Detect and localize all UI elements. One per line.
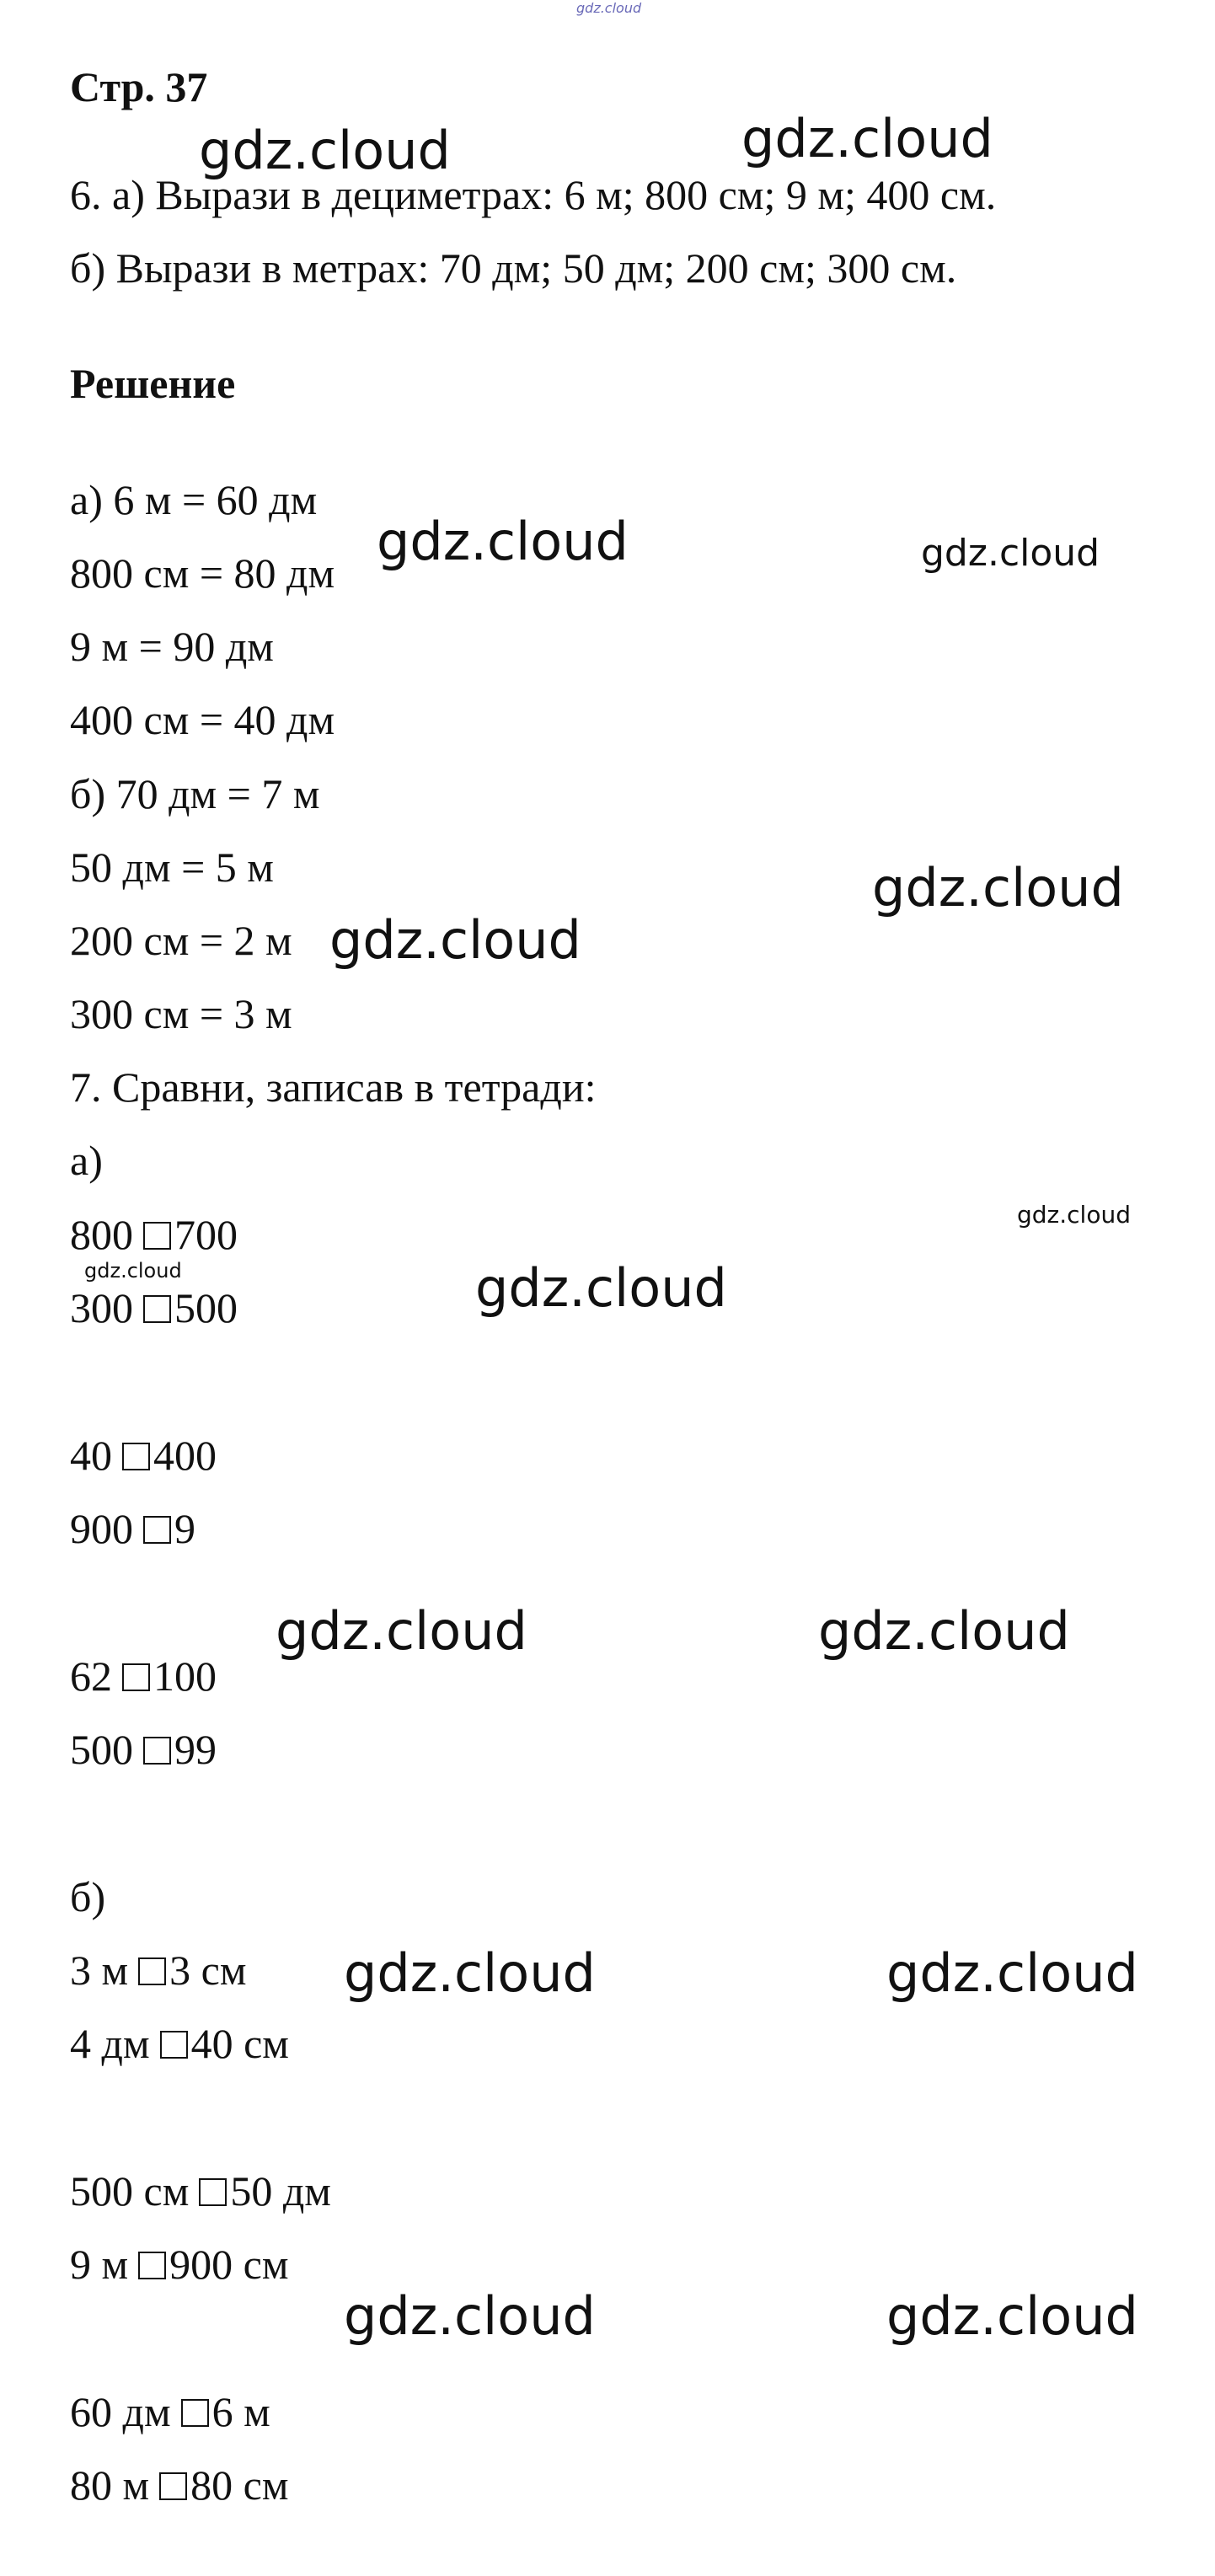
watermark: gdz.cloud bbox=[377, 511, 629, 572]
comparison-left: 900 bbox=[70, 1505, 133, 1552]
answer-box bbox=[143, 1295, 171, 1323]
comparison-row bbox=[70, 1505, 195, 1552]
watermark: gdz.cloud bbox=[475, 1257, 727, 1319]
comparison-row bbox=[70, 1213, 238, 1256]
watermark: gdz.cloud bbox=[886, 1942, 1138, 2004]
answer-box bbox=[159, 2472, 187, 2500]
comparison-left: 60 дм bbox=[70, 2388, 171, 2435]
answer-box bbox=[199, 2178, 227, 2206]
comparison-left: 300 bbox=[70, 1284, 133, 1331]
comparison-right: 40 см bbox=[190, 2020, 289, 2067]
comparison-right: 3 см bbox=[169, 1947, 247, 1994]
comparison-row bbox=[70, 1726, 217, 1773]
answer-box bbox=[138, 2252, 166, 2279]
answer-box bbox=[122, 1663, 150, 1691]
solution-line: 200 см = 2 м bbox=[70, 917, 292, 964]
comparison-left: 500 bbox=[70, 1726, 133, 1773]
comparison-left: 3 м bbox=[70, 1947, 129, 1994]
comparison-row bbox=[70, 1652, 217, 1700]
comparison-row bbox=[70, 2167, 331, 2215]
answer-box bbox=[143, 1222, 171, 1250]
task7-title: 7. Сравни, записав в тетради: bbox=[70, 1063, 597, 1111]
comparison-left: 40 bbox=[70, 1432, 112, 1479]
comparison-row bbox=[70, 2022, 289, 2065]
watermark: gdz.cloud bbox=[741, 108, 993, 169]
watermark: gdz.cloud bbox=[276, 1600, 527, 1662]
comparison-row bbox=[70, 1432, 217, 1479]
comparison-left: 500 см bbox=[70, 2167, 190, 2215]
task6-line-b: б) Вырази в метрах: 70 дм; 50 дм; 200 см; 300 см. bbox=[70, 244, 957, 292]
task7-part-a-label: а) bbox=[70, 1137, 103, 1184]
watermark: gdz.cloud bbox=[84, 1259, 182, 1283]
comparison-left: 800 bbox=[70, 1211, 133, 1258]
watermark: gdz.cloud bbox=[818, 1600, 1070, 1662]
comparison-right: 700 bbox=[174, 1211, 238, 1258]
comparison-right: 400 bbox=[153, 1432, 217, 1479]
watermark: gdz.cloud bbox=[921, 532, 1100, 575]
watermark: gdz.cloud bbox=[1017, 1201, 1131, 1229]
comparison-left: 4 дм bbox=[70, 2020, 150, 2067]
solution-line: а) 6 м = 60 дм bbox=[70, 476, 318, 523]
comparison-right: 99 bbox=[174, 1726, 217, 1773]
answer-box bbox=[160, 2031, 188, 2059]
solution-line: 9 м = 90 дм bbox=[70, 623, 274, 670]
solution-line: 300 см = 3 м bbox=[70, 990, 292, 1037]
comparison-left: 62 bbox=[70, 1652, 112, 1700]
watermark: gdz.cloud bbox=[329, 909, 581, 971]
watermark: gdz.cloud bbox=[886, 2285, 1138, 2347]
comparison-left: 80 м bbox=[70, 2461, 150, 2509]
watermark: gdz.cloud bbox=[199, 120, 451, 181]
comparison-right: 6 м bbox=[211, 2388, 270, 2435]
task7-part-b-label: б) bbox=[70, 1873, 106, 1920]
comparison-row bbox=[70, 2461, 289, 2509]
solution-line: б) 70 дм = 7 м bbox=[70, 770, 320, 817]
comparison-right: 80 см bbox=[190, 2461, 289, 2509]
top-watermark: gdz.cloud bbox=[576, 0, 642, 16]
watermark: gdz.cloud bbox=[344, 2285, 596, 2347]
comparison-row bbox=[70, 1947, 247, 1994]
watermark: gdz.cloud bbox=[344, 1942, 596, 2004]
answer-box bbox=[181, 2399, 209, 2427]
comparison-left: 9 м bbox=[70, 2241, 129, 2288]
comparison-right: 900 см bbox=[169, 2241, 289, 2288]
solution-heading: Решение bbox=[70, 360, 236, 407]
comparison-right: 50 дм bbox=[230, 2167, 331, 2215]
comparison-row bbox=[70, 2241, 289, 2288]
answer-box bbox=[143, 1516, 171, 1544]
comparison-right: 9 bbox=[174, 1505, 195, 1552]
solution-line: 400 см = 40 дм bbox=[70, 696, 335, 743]
comparison-row bbox=[70, 1284, 238, 1331]
watermark: gdz.cloud bbox=[872, 857, 1124, 918]
answer-box bbox=[143, 1737, 171, 1765]
comparison-right: 500 bbox=[174, 1284, 238, 1331]
page-label: Стр. 37 bbox=[70, 63, 208, 110]
comparison-right: 100 bbox=[153, 1652, 217, 1700]
task6-line-a: 6. а) Вырази в дециметрах: 6 м; 800 см; 9 м; 400 см. bbox=[70, 171, 997, 218]
comparison-row bbox=[70, 2388, 270, 2435]
answer-box bbox=[138, 1957, 166, 1985]
solution-line: 800 см = 80 дм bbox=[70, 549, 335, 597]
answer-box bbox=[122, 1443, 150, 1470]
solution-line: 50 дм = 5 м bbox=[70, 843, 274, 891]
